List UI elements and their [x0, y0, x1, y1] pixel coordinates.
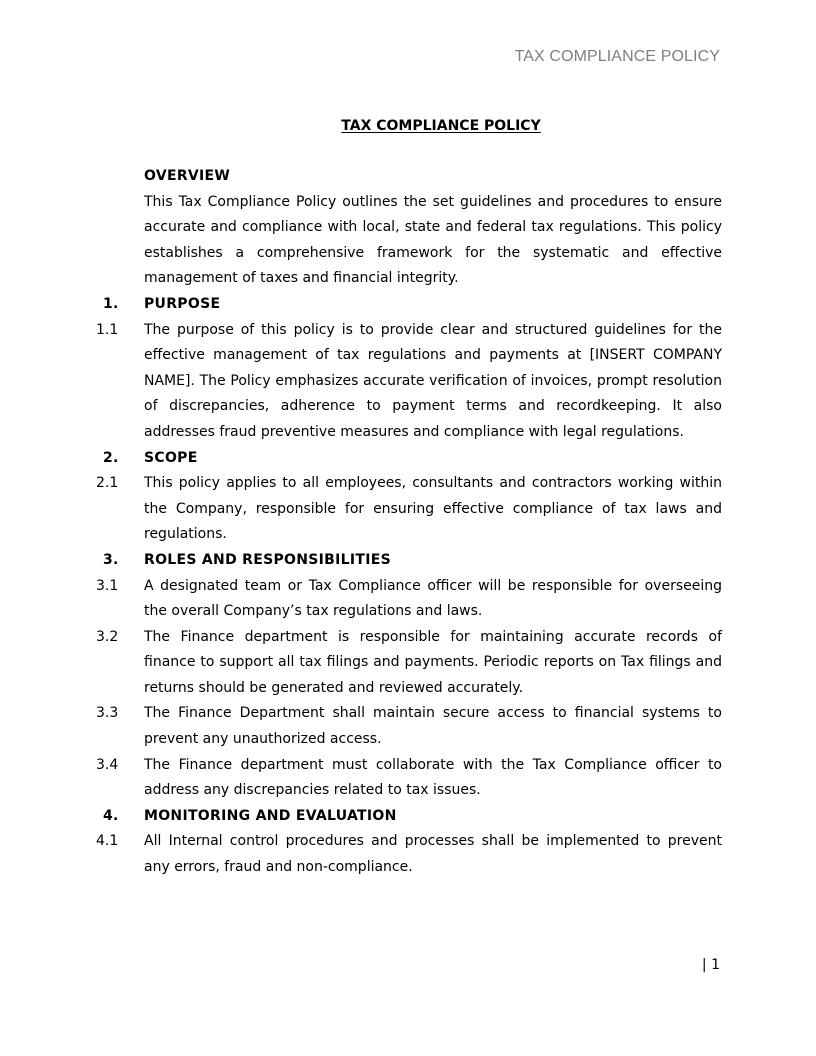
clause-text: The Finance department is responsible for maintaining accurate records of finance to support all tax filings and payments. Periodic reports on Tax filings and returns should be generated and reviewed accurately.: [144, 628, 722, 696]
section-title: ROLES AND RESPONSIBILITIES: [144, 551, 391, 568]
section-heading-scope: [103, 446, 722, 472]
section-title: PURPOSE: [144, 295, 221, 312]
clause-text: This policy applies to all employees, consultants and contractors working within the Company, responsible for ensuring effective compliance of tax laws and regulations.: [144, 475, 722, 543]
clause-number: 3.1: [96, 577, 119, 594]
clause-number: 3.4: [96, 756, 119, 773]
clause-3-3: [96, 701, 722, 752]
clause-1-1: [96, 318, 722, 446]
clause-number: 1.1: [96, 321, 119, 338]
clause-3-2: [96, 625, 722, 702]
section-title: SCOPE: [144, 449, 198, 466]
overview-heading: OVERVIEW: [144, 168, 231, 184]
section-number: 3.: [103, 551, 119, 568]
clause-text: The purpose of this policy is to provide clear and structured guidelines for the effective management of tax regulations and payments at [INSERT COMPANY NAME]. The Policy emphasizes accurate verification of invoices, prompt resolution of discrepancies, adherence to payment terms and recordkeeping. It also addresses fraud preventive measures and compliance with legal regulations.: [144, 321, 722, 440]
clause-number: 3.2: [96, 628, 119, 645]
clause-4-1: [96, 829, 722, 880]
section-number: 4.: [103, 807, 119, 824]
clause-text: The Finance department must collaborate with the Tax Compliance officer to address any discrepancies related to tax issues.: [144, 756, 722, 799]
clause-number: 4.1: [96, 833, 119, 850]
section-number: 2.: [103, 449, 119, 466]
section-heading-monitoring: [103, 804, 722, 830]
clause-text: A designated team or Tax Compliance officer will be responsible for overseeing the overall Company’s tax regulations and laws.: [144, 577, 722, 620]
section-title: MONITORING AND EVALUATION: [144, 807, 397, 824]
document-body: [0, 164, 816, 881]
clause-2-1: [96, 471, 722, 548]
section-number: 1.: [103, 295, 119, 312]
clause-3-1: [96, 574, 722, 625]
document-title: TAX COMPLIANCE POLICY: [341, 118, 541, 134]
running-header: TAX COMPLIANCE POLICY: [514, 48, 720, 65]
section-heading-purpose: [103, 292, 722, 318]
page-number: | 1: [701, 957, 720, 973]
clause-number: 3.3: [96, 705, 119, 722]
section-heading-roles: [103, 548, 722, 574]
overview-paragraph: This Tax Compliance Policy outlines the set guidelines and procedures to ensure accurate and compliance with local, state and federal tax regulations. This policy establishes a comprehensive framework for the systematic and effective management of taxes and financial integrity.: [144, 193, 722, 287]
clause-text: All Internal control procedures and processes shall be implemented to prevent any errors, fraud and non-compliance.: [144, 833, 722, 876]
clause-3-4: [96, 753, 722, 804]
clause-text: The Finance Department shall maintain secure access to financial systems to prevent any unauthorized access.: [144, 705, 722, 748]
clause-number: 2.1: [96, 475, 119, 492]
